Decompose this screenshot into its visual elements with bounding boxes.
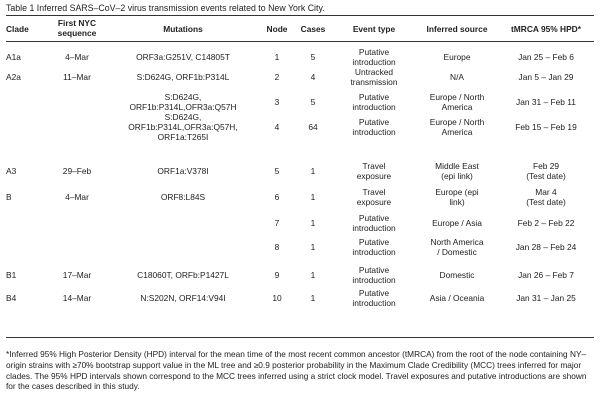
cell-inferred-source-text: link) (449, 197, 465, 208)
cell-node-text: 1 (274, 52, 280, 62)
header-node-text: Node (266, 24, 288, 34)
cell-event-type (332, 47, 416, 68)
cell-tmrca-text: (Test date) (526, 197, 566, 208)
cell-cases (294, 72, 332, 82)
cell-inferred-source-text: Asia / Oceania (429, 293, 485, 303)
cell-mutations (108, 52, 258, 62)
cell-cases-text: 1 (310, 293, 316, 303)
header-mutations (108, 24, 258, 34)
cell-mutations-text: S:D624G, (164, 91, 202, 102)
cell-node (260, 72, 294, 82)
cell-event-type-text: Putative (358, 91, 390, 102)
cell-inferred-source-text: North America (430, 236, 484, 247)
cell-node (260, 97, 294, 107)
cell-cases (294, 166, 332, 176)
cell-cases-text: 1 (310, 270, 316, 280)
cell-first-nyc-sequence-text: 29–Feb (62, 166, 92, 176)
header-first-nyc-sequence (46, 18, 108, 39)
cell-event-type (332, 237, 416, 258)
cell-cases (294, 270, 332, 280)
cell-inferred-source (416, 293, 498, 303)
cell-event-type-text: Putative (358, 212, 390, 223)
cell-event-type (332, 67, 416, 88)
cell-inferred-source (416, 161, 498, 182)
cell-tmrca (498, 161, 594, 182)
cell-event-type (332, 288, 416, 309)
cell-inferred-source-text: Domestic (439, 270, 475, 280)
cell-first-nyc-sequence (46, 270, 108, 280)
cell-first-nyc-sequence-text: 4–Mar (65, 52, 89, 62)
table-bottom-rule (6, 337, 594, 338)
cell-first-nyc-sequence-text: 11–Mar (63, 72, 91, 82)
cell-inferred-source-text: America (441, 102, 473, 113)
cell-inferred-source (416, 52, 498, 62)
cell-inferred-source-text: Europe / North (429, 91, 485, 102)
cell-tmrca-text: (Test date) (526, 171, 566, 182)
header-inferred-source-text: Inferred source (426, 24, 488, 34)
cell-tmrca-text: Mar 4 (535, 186, 557, 197)
cell-mutations (108, 293, 258, 303)
cell-tmrca-text: Feb 2 – Feb 22 (517, 218, 575, 228)
cell-cases (294, 293, 332, 303)
cell-node (260, 122, 294, 132)
cell-node (260, 166, 294, 176)
cell-event-type-text: exposure (356, 197, 392, 208)
cell-node (260, 52, 294, 62)
cell-node (260, 192, 294, 202)
header-inferred-source (416, 24, 498, 34)
cell-cases-text: 1 (310, 166, 316, 176)
table-header-rule (6, 41, 594, 42)
cell-event-type-text: introduction (352, 102, 396, 113)
cell-node (260, 218, 294, 228)
cell-first-nyc-sequence (46, 192, 108, 202)
cell-event-type-text: Untracked (354, 66, 394, 77)
cell-inferred-source-text: N/A (450, 72, 464, 82)
cell-tmrca-text: Jan 25 – Feb 6 (518, 52, 574, 62)
cell-clade (6, 270, 46, 280)
cell-inferred-source-text: Middle East (435, 160, 479, 171)
cell-mutations-text: ORF3a:G251V, C14805T (136, 52, 230, 62)
cell-event-type (332, 213, 416, 234)
cell-event-type-text: introduction (352, 223, 396, 234)
table-caption: Table 1 Inferred SARS–CoV–2 virus transmission events related to New York City. (6, 3, 325, 13)
header-event-type (332, 24, 416, 34)
cell-first-nyc-sequence-text: 14–Mar (62, 293, 92, 303)
cell-inferred-source-text: (epi link) (441, 171, 473, 182)
cell-clade-text: A1a (6, 52, 21, 62)
cell-clade (6, 192, 46, 202)
cell-cases (294, 242, 332, 252)
cell-clade (6, 52, 46, 62)
cell-mutations-text: ORF8:L84S (160, 192, 206, 202)
cell-first-nyc-sequence (46, 166, 108, 176)
cell-cases-text: 1 (310, 218, 316, 228)
cell-first-nyc-sequence (46, 52, 108, 62)
cell-event-type-text: Putative (358, 264, 390, 275)
cell-tmrca (498, 97, 594, 107)
header-first-nyc-sequence-text: sequence (57, 28, 97, 39)
cell-tmrca-text: Feb 15 – Feb 19 (515, 122, 577, 132)
cell-mutations-text: ORF1a:T265I (157, 132, 209, 143)
cell-inferred-source (416, 270, 498, 280)
header-cases-text: Cases (300, 24, 326, 34)
cell-event-type-text: introduction (352, 298, 396, 309)
cell-clade-text: A3 (6, 166, 17, 176)
cell-cases (294, 218, 332, 228)
cell-event-type-text: transmission (350, 77, 398, 88)
cell-event-type (332, 265, 416, 286)
cell-clade (6, 293, 46, 303)
cell-cases (294, 97, 332, 107)
header-mutations-text: Mutations (163, 24, 203, 34)
cell-first-nyc-sequence (46, 72, 108, 82)
cell-event-type-text: introduction (352, 127, 396, 138)
cell-node-text: 7 (274, 218, 280, 228)
cell-inferred-source (416, 117, 498, 138)
cell-node-text: 9 (274, 270, 280, 280)
cell-mutations (108, 192, 258, 202)
cell-tmrca (498, 293, 594, 303)
cell-cases (294, 122, 332, 132)
cell-tmrca-text: Jan 31 – Feb 11 (516, 97, 576, 107)
cell-mutations-text: ORF1a:V378I (157, 166, 209, 176)
cell-node (260, 270, 294, 280)
cell-tmrca-text: Feb 29 (532, 160, 560, 171)
cell-clade (6, 72, 46, 82)
cell-tmrca-text: Jan 26 – Feb 7 (518, 270, 574, 280)
cell-mutations (108, 112, 258, 143)
cell-inferred-source-text: Europe / North (429, 116, 485, 127)
cell-cases-text: 5 (310, 97, 316, 107)
cell-cases-text: 4 (310, 72, 316, 82)
cell-tmrca (498, 72, 594, 82)
cell-cases-text: 1 (310, 242, 316, 252)
cell-cases-text: 5 (310, 52, 316, 62)
cell-clade-text: A2a (6, 72, 21, 82)
cell-event-type-text: introduction (352, 57, 396, 68)
cell-clade-text: B (6, 192, 12, 202)
cell-tmrca (498, 270, 594, 280)
cell-first-nyc-sequence-text: 17–Mar (62, 270, 92, 280)
cell-inferred-source-text: / Domestic (437, 247, 477, 258)
cell-mutations-text: C18060T, ORFb:P1427L (137, 270, 229, 280)
cell-event-type (332, 92, 416, 113)
cell-cases-text: 1 (310, 192, 316, 202)
cell-inferred-source (416, 218, 498, 228)
header-tmrca (498, 24, 594, 34)
cell-node (260, 293, 294, 303)
cell-event-type-text: introduction (352, 247, 396, 258)
cell-mutations-text: N:S202N, ORF14:V94I (140, 293, 226, 303)
header-event-type-text: Event type (352, 24, 396, 34)
cell-tmrca (498, 52, 594, 62)
cell-event-type-text: Putative (358, 116, 390, 127)
cell-inferred-source-text: America (441, 127, 473, 138)
cell-inferred-source-text: Europe (443, 52, 471, 62)
cell-mutations (108, 270, 258, 280)
cell-inferred-source-text: Europe (epi (435, 186, 479, 197)
cell-inferred-source (416, 237, 498, 258)
cell-mutations-text: ORF1b:P314L,OFR3a:Q57H (129, 102, 237, 113)
cell-event-type-text: Travel (362, 160, 386, 171)
cell-node (260, 242, 294, 252)
cell-clade-text: B1 (6, 270, 17, 280)
table-top-rule (6, 15, 594, 16)
cell-mutations (108, 72, 258, 82)
cell-mutations (108, 166, 258, 176)
header-cases (294, 24, 332, 34)
cell-inferred-source (416, 72, 498, 82)
cell-mutations-text: S:D624G, ORF1b:P314L (136, 72, 230, 82)
header-clade (6, 24, 46, 34)
cell-node-text: 10 (272, 293, 282, 303)
cell-tmrca-text: Jan 31 – Jan 25 (516, 293, 576, 303)
cell-event-type-text: Putative (358, 287, 390, 298)
cell-node-text: 3 (274, 97, 280, 107)
cell-inferred-source (416, 187, 498, 208)
cell-node-text: 6 (274, 192, 280, 202)
cell-tmrca (498, 187, 594, 208)
cell-clade-text: B4 (6, 293, 17, 303)
cell-tmrca-text: Jan 5 – Jan 29 (518, 72, 574, 82)
cell-node-text: 2 (274, 72, 280, 82)
cell-cases (294, 52, 332, 62)
table-footnote: *Inferred 95% High Posterior Density (HPD) interval for the mean time of the most recent common ancestor (tMRCA) from the root of the node containing NY–origin strains with ≥70% bootstrap support value in the ML tree and ≥0.9 posterior probability in the Maximum Clade Credibility (MCC) trees inferred for major clades. The 95% HPD intervals shown correspond to the MCC trees inferred using a strict clock model. Travel exposures and putative introductions are shown for the cases described in this study. (6, 349, 587, 392)
cell-node-text: 5 (274, 166, 280, 176)
cell-first-nyc-sequence-text: 4–Mar (65, 192, 89, 202)
cell-cases (294, 192, 332, 202)
header-tmrca-text: tMRCA 95% HPD* (511, 24, 581, 34)
cell-mutations-text: S:D624G, (164, 111, 202, 122)
cell-mutations (108, 92, 258, 113)
cell-event-type-text: Putative (358, 46, 390, 57)
cell-tmrca (498, 218, 594, 228)
header-first-nyc-sequence-text: First NYC (57, 18, 97, 28)
cell-node-text: 4 (274, 122, 280, 132)
cell-event-type (332, 161, 416, 182)
cell-event-type-text: introduction (352, 275, 396, 286)
cell-event-type-text: Putative (358, 236, 390, 247)
header-clade-text: Clade (6, 24, 29, 34)
cell-event-type-text: exposure (356, 171, 392, 182)
cell-node-text: 8 (274, 242, 280, 252)
cell-inferred-source (416, 92, 498, 113)
cell-event-type-text: Travel (362, 186, 386, 197)
cell-cases-text: 64 (308, 122, 318, 132)
cell-tmrca (498, 242, 594, 252)
cell-tmrca (498, 122, 594, 132)
cell-clade (6, 166, 46, 176)
cell-event-type (332, 117, 416, 138)
cell-first-nyc-sequence (46, 293, 108, 303)
header-node (260, 24, 294, 34)
cell-tmrca-text: Jan 28 – Feb 24 (515, 242, 577, 252)
cell-mutations-text: ORF1b:P314L,OFR3a:Q57H, (128, 122, 238, 132)
cell-inferred-source-text: Europe / Asia (432, 218, 482, 228)
cell-event-type (332, 187, 416, 208)
